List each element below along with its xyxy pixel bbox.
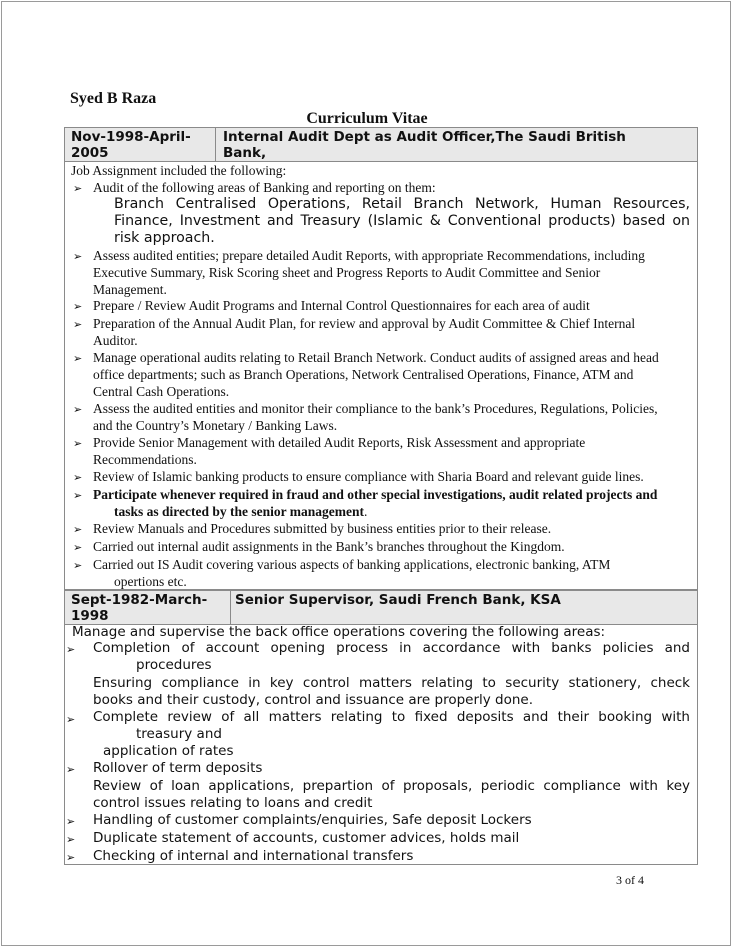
list-item: Preparation of the Annual Audit Plan, for review and approval by Audit Committee & Chief Internal <box>93 316 636 331</box>
bullet-icon: ➢ <box>73 353 83 365</box>
list-item: Participate whenever required in fraud and other special investigations, audit related projects and <box>93 487 658 502</box>
bullet-icon: ➢ <box>73 560 83 572</box>
bullet-icon: ➢ <box>73 542 83 554</box>
section-1-role: Internal Audit Dept as Audit Officer,The Saudi British Bank, <box>223 129 626 161</box>
section-1-intro: Job Assignment included the following: <box>71 163 287 178</box>
list-item: Rollover of term deposits <box>93 760 263 776</box>
list-item: treasury and <box>136 726 222 742</box>
bullet-icon: ➢ <box>73 301 83 313</box>
bullet-icon: ➢ <box>66 852 76 864</box>
bullet-icon: ➢ <box>73 251 83 263</box>
paragraph: Review of loan applications, prepartion of proposals, periodic compliance with key <box>93 778 690 794</box>
list-item-sub: risk approach. <box>114 230 215 246</box>
list-item: Recommendations. <box>93 452 197 467</box>
paragraph: control issues relating to loans and credit <box>93 795 373 811</box>
list-item: Review Manuals and Procedures submitted by business entities prior to their release. <box>93 521 552 536</box>
section-1-header <box>64 127 698 162</box>
bullet-icon: ➢ <box>73 319 83 331</box>
list-item: Carried out IS Audit covering various aspects of banking applications, electronic banking, ATM <box>93 557 611 572</box>
list-item: tasks as directed by the senior management. <box>114 504 368 519</box>
list-item: Manage operational audits relating to Retail Branch Network. Conduct audits of assigned areas and head <box>93 350 659 365</box>
list-item: office departments; such as Branch Operations, Network Centralised Operations, Finance, ATM and <box>93 367 634 382</box>
list-item: Central Cash Operations. <box>93 384 230 399</box>
list-item: Carried out internal audit assignments in the Bank’s branches throughout the Kingdom. <box>93 539 565 554</box>
list-item: Executive Summary, Risk Scoring sheet and Progress Reports to Audit Committee and Senior <box>93 265 601 280</box>
page-number: 3 of 4 <box>616 873 644 887</box>
section-2-header <box>64 590 698 625</box>
bullet-icon: ➢ <box>66 714 76 726</box>
list-item-sub: Finance, Investment and Treasury (Islamic & Conventional products) based on <box>114 213 690 229</box>
section-2-period: Sept-1982-March- 1998 <box>71 592 208 624</box>
list-item: Completion of account opening process in accordance with banks policies and <box>93 640 690 656</box>
list-item: application of rates <box>103 743 234 759</box>
bullet-icon: ➢ <box>73 490 83 502</box>
section-1-divider <box>215 128 216 161</box>
list-item: Review of Islamic banking products to ensure compliance with Sharia Board and relevant guide lines. <box>93 469 644 484</box>
list-item: Assess the audited entities and monitor their compliance to the bank’s Procedures, Regulations, Policies, <box>93 401 658 416</box>
paragraph: books and their custody, control and issuance are properly done. <box>93 692 534 708</box>
bullet-icon: ➢ <box>66 644 76 656</box>
section-1-period: Nov-1998-April- 2005 <box>71 129 191 161</box>
list-item: Handling of customer complaints/enquiries, Safe deposit Lockers <box>93 812 532 828</box>
list-item: and the Country’s Monetary / Banking Laws. <box>93 418 338 433</box>
list-item: Checking of internal and international transfers <box>93 848 414 864</box>
bullet-icon: ➢ <box>73 472 83 484</box>
list-item: procedures <box>136 657 212 673</box>
list-item: Management. <box>93 282 167 297</box>
bullet-icon: ➢ <box>73 404 83 416</box>
list-item: Auditor. <box>93 333 138 348</box>
list-item: opertions etc. <box>114 574 187 589</box>
document-title: Curriculum Vitae <box>306 110 428 127</box>
list-item: Audit of the following areas of Banking and reporting on them: <box>93 180 436 195</box>
candidate-name: Syed B Raza <box>70 90 157 107</box>
bullet-icon: ➢ <box>66 764 76 776</box>
bullet-icon: ➢ <box>73 524 83 536</box>
paragraph: Ensuring compliance in key control matters relating to security stationery, check <box>93 675 690 691</box>
list-item: Duplicate statement of accounts, customer advices, holds mail <box>93 830 520 846</box>
bullet-icon: ➢ <box>73 438 83 450</box>
bullet-icon: ➢ <box>73 183 83 195</box>
bullet-icon: ➢ <box>66 816 76 828</box>
list-item-sub: Branch Centralised Operations, Retail Branch Network, Human Resources, <box>114 196 690 212</box>
bullet-icon: ➢ <box>66 834 76 846</box>
list-item: Assess audited entities; prepare detailed Audit Reports, with appropriate Recommendations, including <box>93 248 645 263</box>
list-item: Complete review of all matters relating to fixed deposits and their booking with <box>93 709 690 725</box>
section-2-role: Senior Supervisor, Saudi French Bank, KSA <box>235 592 561 608</box>
list-item: Provide Senior Management with detailed Audit Reports, Risk Assessment and appropriate <box>93 435 586 450</box>
list-item: Prepare / Review Audit Programs and Internal Control Questionnaires for each area of audit <box>93 298 590 313</box>
section-2-intro: Manage and supervise the back office operations covering the following areas: <box>72 624 606 640</box>
section-2-divider <box>230 591 231 624</box>
